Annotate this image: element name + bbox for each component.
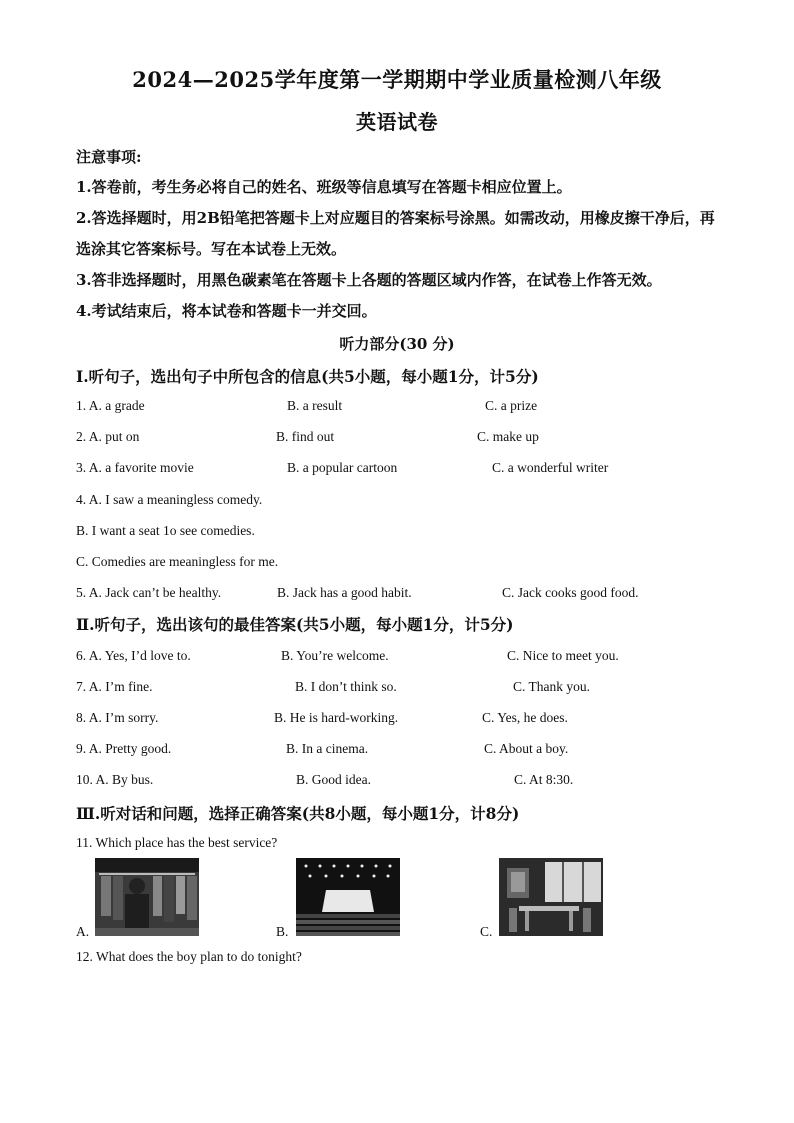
option-c: C. Nice to meet you.	[507, 648, 619, 663]
question-3	[76, 460, 736, 478]
option-c: C. Jack cooks good food.	[502, 585, 639, 600]
option-a: 6. A. Yes, I’d love to.	[76, 648, 191, 663]
option-c-letter: C.	[480, 924, 493, 939]
option-c: C. make up	[477, 429, 539, 444]
question-5	[76, 585, 736, 603]
listening-part-heading: 听力部分(30 分)	[339, 335, 455, 353]
option-a: 9. A. Pretty good.	[76, 741, 172, 756]
clothing-store-photo	[95, 858, 199, 936]
restaurant-photo	[499, 858, 603, 936]
option-b-letter: B.	[276, 924, 289, 939]
option-b: B. I want a seat 1o see comedies.	[76, 523, 255, 538]
exam-subtitle: 英语试卷	[356, 110, 438, 134]
question-12	[76, 949, 736, 967]
option-a: 8. A. I’m sorry.	[76, 710, 159, 725]
question-1	[76, 398, 736, 416]
option-a: 3. A. a favorite movie	[76, 460, 194, 475]
note-item: 3.答非选择题时，用黑色碳素笔在答题卡上各题的答题区域内作答，在试卷上作答无效。	[76, 271, 662, 289]
option-a: 10. A. By bus.	[76, 772, 154, 787]
question-4-c	[76, 554, 736, 572]
option-b: B. a result	[287, 398, 343, 413]
option-c: C. a wonderful writer	[492, 460, 609, 475]
question-10	[76, 772, 736, 790]
question-text: 12. What does the boy plan to do tonight?	[76, 949, 302, 964]
question-11	[76, 835, 736, 853]
option-b: B. Good idea.	[296, 772, 371, 787]
option-b: B. I don’t think so.	[295, 679, 397, 694]
option-b: B. He is hard-working.	[274, 710, 399, 725]
question-8	[76, 710, 736, 728]
question-text: 11. Which place has the best service?	[76, 835, 278, 850]
cinema-hall-photo	[296, 858, 400, 936]
option-c: C. a prize	[485, 398, 538, 413]
section-2-heading: Ⅱ.听句子，选出该句的最佳答案(共5小题，每小题1分，计5分)	[76, 615, 514, 634]
exam-title: 2024—2025学年度第一学期期中学业质量检测八年级	[132, 67, 662, 92]
option-a: 5. A. Jack can’t be healthy.	[76, 585, 222, 600]
option-a: 2. A. put on	[76, 429, 140, 444]
question-7	[76, 679, 736, 697]
option-a: 7. A. I’m fine.	[76, 679, 153, 694]
option-b: B. Jack has a good habit.	[277, 585, 412, 600]
option-a: 4. A. I saw a meaningless comedy.	[76, 492, 263, 507]
question-6	[76, 648, 736, 666]
option-a-letter: A.	[76, 924, 90, 939]
question-4-a	[76, 492, 736, 510]
question-9	[76, 741, 736, 759]
notes-heading: 注意事项:	[76, 148, 142, 166]
option-b: B. In a cinema.	[286, 741, 369, 756]
option-b: B. find out	[276, 429, 335, 444]
note-item: 4.考试结束后，将本试卷和答题卡一并交回。	[76, 302, 377, 320]
option-c: C. Comedies are meaningless for me.	[76, 554, 279, 569]
option-c: C. About a boy.	[484, 741, 569, 756]
option-c: C. Yes, he does.	[482, 710, 568, 725]
note-item: 2.答选择题时，用2B铅笔把答题卡上对应题目的答案标号涂黑。如需改动，用橡皮擦干净后，再选涂其它答案标号。写在本试卷上无效。	[76, 209, 715, 258]
question-4-b	[76, 523, 736, 541]
option-b: B. a popular cartoon	[287, 460, 398, 475]
option-a: 1. A. a grade	[76, 398, 145, 413]
question-11-image-options	[76, 858, 676, 942]
section-1-heading: Ⅰ.听句子，选出句子中所包含的信息(共5小题，每小题1分，计5分)	[76, 367, 539, 386]
question-2	[76, 429, 736, 447]
option-b: B. You’re welcome.	[281, 648, 389, 663]
option-c: C. At 8:30.	[514, 772, 574, 787]
note-item: 1.答卷前，考生务必将自己的姓名、班级等信息填写在答题卡相应位置上。	[76, 178, 572, 196]
option-c: C. Thank you.	[513, 679, 590, 694]
section-3-heading: Ⅲ.听对话和问题，选择正确答案(共8小题，每小题1分，计8分)	[76, 804, 520, 823]
